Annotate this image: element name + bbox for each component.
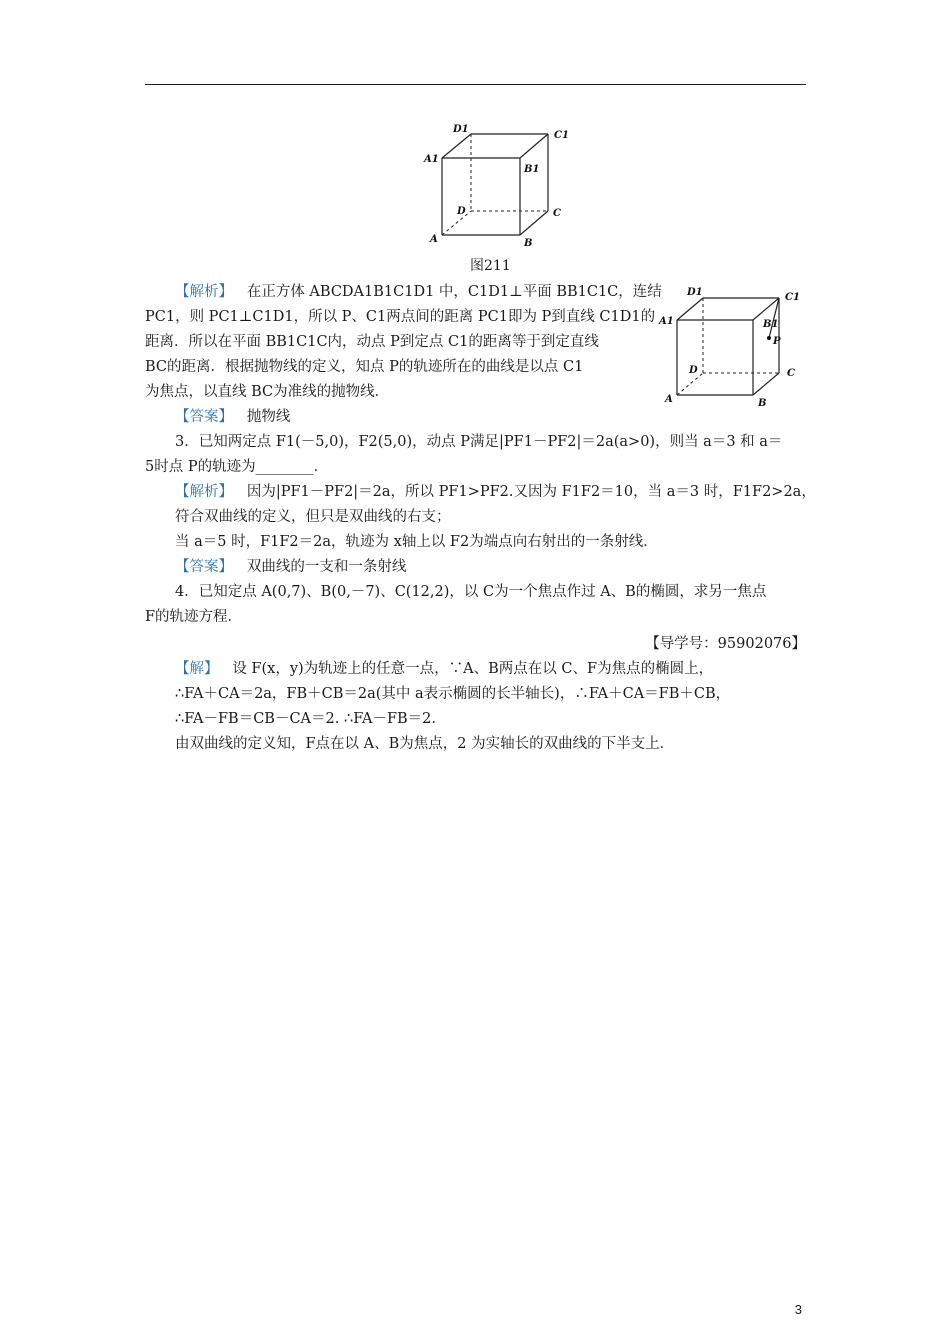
q2-analysis-line-2: PC1，则 PC1⊥C1D1，所以 P、C1两点间的距离 PC1即为 P到直线 C1D1的 [145, 309, 656, 325]
guide-number: 【导学号：95902076】 [645, 636, 806, 652]
q3-analysis-line-3: 当 a＝5 时，F1F2＝2a，轨迹为 x轴上以 F2为端点向右射出的一条射线． [175, 534, 658, 550]
label-D1: D1 [453, 124, 469, 135]
cube-figure [420, 118, 580, 253]
q2-analysis-line-5: 为焦点，以直线 BC为准线的抛物线． [145, 384, 390, 400]
q4-solution-line-4: 由双曲线的定义知，F点在以 A、B为焦点，2 为实轴长的双曲线的下半支上． [175, 736, 675, 752]
analysis-tag: 【解析】 [175, 284, 233, 300]
q3-answer [175, 555, 406, 576]
q4-solution-line-2: ∴FA＋CA＝2a，FB＋CB＝2a(其中 a表示椭圆的长半轴长)，∴FA＋CA＝FB＋CB， [175, 686, 731, 702]
q2-analysis-line-1 [175, 280, 662, 301]
solution-text: 设 F(x，y)为轨迹上的任意一点，∵A、B两点在以 C、F为焦点的椭圆上， [232, 661, 714, 677]
label-D: D [689, 365, 698, 376]
q4-question-line-1: 4．已知定点 A(0,7)、B(0,－7)、C(12,2)，以 C为一个焦点作过 A、B的椭圆，求另一焦点 [175, 584, 767, 600]
answer-text: 双曲线的一支和一条射线 [246, 559, 407, 575]
label-B1: B1 [763, 319, 779, 330]
page-number: 3 [794, 1302, 802, 1317]
answer-text: 抛物线 [246, 409, 291, 425]
label-B: B [758, 398, 767, 409]
label-C: C [787, 368, 795, 379]
q3-analysis-line-2: 符合双曲线的定义，但只是双曲线的右支； [175, 509, 451, 525]
q3-question-line-2: 5时点 P的轨迹为________． [145, 459, 329, 475]
point-P [767, 336, 771, 340]
q3-question-line-1: 3．已知两定点 F1(－5,0)，F2(5,0)，动点 P满足|PF1－PF2|＝2a(a>0)，则当 a＝3 和 a＝ [175, 434, 783, 450]
cube-with-point-figure [655, 280, 805, 412]
answer-tag: 【答案】 [175, 409, 233, 425]
analysis-text: 因为|PF1－PF2|＝2a，所以 PF1>PF2.又因为 F1F2＝10，当 a＝3 时，F1F2>2a， [246, 484, 816, 500]
q4-solution-line-1 [175, 657, 713, 678]
analysis-text: 在正方体 ABCDA1B1C1D1 中，C1D1⊥平面 BB1C1C，连结 [246, 284, 662, 300]
q4-question-line-2: F的轨迹方程． [145, 609, 243, 625]
label-A1: A1 [424, 154, 439, 165]
label-C1: C1 [785, 292, 800, 303]
solution-tag: 【解】 [175, 661, 219, 677]
label-C1: C1 [554, 130, 569, 141]
q4-solution-line-3: ∴FA－FB＝CB－CA＝2. ∴FA－FB＝2. [175, 711, 437, 727]
label-A: A [430, 234, 438, 245]
label-A: A [665, 394, 673, 405]
label-D: D [457, 206, 466, 217]
label-A1: A1 [659, 316, 674, 327]
label-D1: D1 [687, 287, 703, 298]
analysis-tag: 【解析】 [175, 484, 233, 500]
q2-analysis-line-3: 距离．所以在平面 BB1C1C内，动点 P到定点 C1的距离等于到定直线 [145, 334, 599, 350]
q2-analysis-line-4: BC的距离．根据抛物线的定义，知点 P的轨迹所在的曲线是以点 C1 [145, 359, 584, 375]
q3-analysis-line-1 [175, 480, 816, 501]
q2-answer [175, 405, 290, 426]
figure-caption: 图211 [470, 258, 511, 274]
answer-tag: 【答案】 [175, 559, 233, 575]
label-P: P [773, 336, 781, 347]
label-C: C [553, 208, 561, 219]
label-B: B [524, 238, 533, 249]
header-rule [145, 84, 806, 85]
label-B1: B1 [524, 164, 540, 175]
